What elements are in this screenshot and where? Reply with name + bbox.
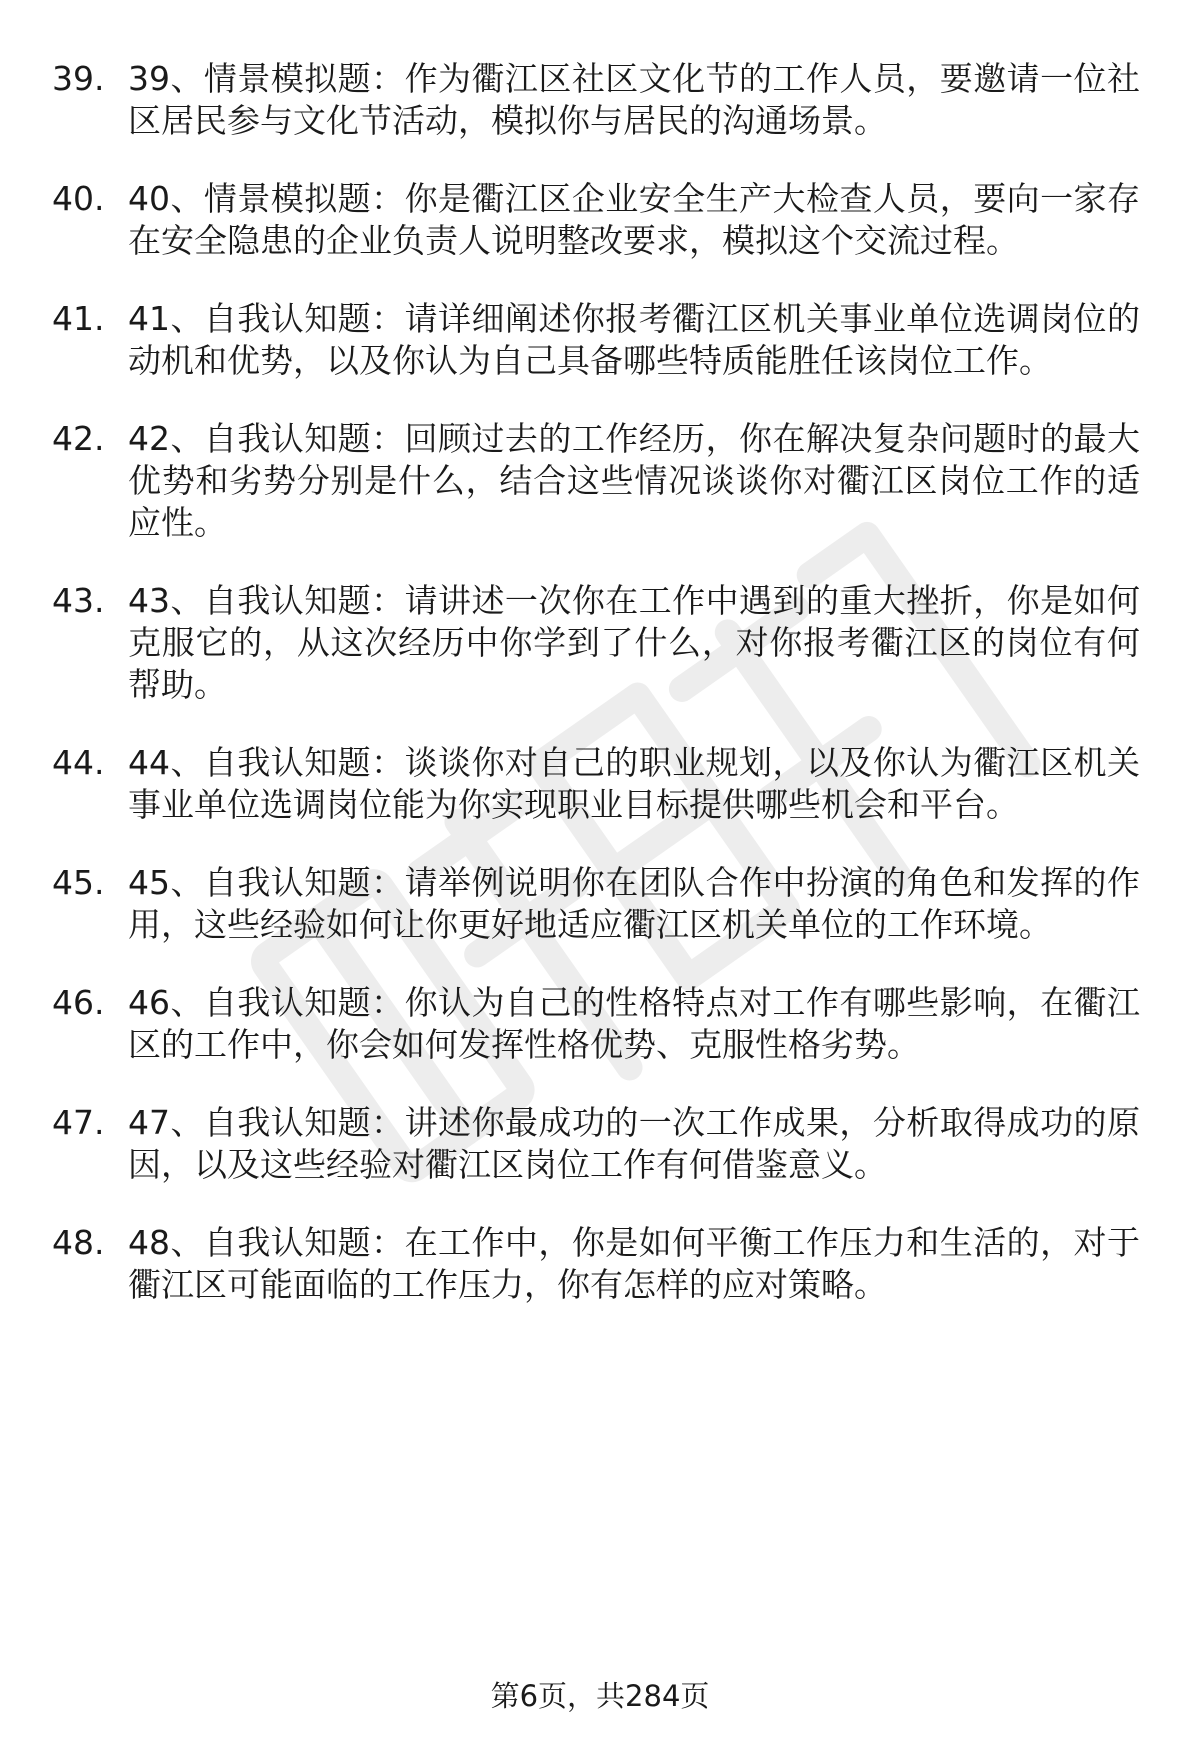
question-number: 39. xyxy=(52,59,105,98)
question-number: 45. xyxy=(52,863,105,902)
question-number: 46. xyxy=(52,983,105,1022)
list-item xyxy=(0,58,1200,142)
list-item xyxy=(0,1102,1200,1186)
question-text: 47、自我认知题：讲述你最成功的一次工作成果，分析取得成功的原因，以及这些经验对衢江区岗位工作有何借鉴意义。 xyxy=(128,1103,1140,1184)
list-item xyxy=(0,1222,1200,1306)
list-item xyxy=(0,178,1200,262)
page-footer: 第6页，共284页 xyxy=(490,1679,710,1713)
question-text: 45、自我认知题：请举例说明你在团队合作中扮演的角色和发挥的作用，这些经验如何让你更好地适应衢江区机关单位的工作环境。 xyxy=(128,863,1140,944)
list-item xyxy=(0,982,1200,1066)
question-number: 41. xyxy=(52,299,105,338)
question-text: 39、情景模拟题：作为衢江区社区文化节的工作人员，要邀请一位社区居民参与文化节活动，模拟你与居民的沟通场景。 xyxy=(128,59,1140,140)
question-text: 44、自我认知题：谈谈你对自己的职业规划，以及你认为衢江区机关事业单位选调岗位能为你实现职业目标提供哪些机会和平台。 xyxy=(128,743,1140,824)
question-text: 41、自我认知题：请详细阐述你报考衢江区机关事业单位选调岗位的动机和优势，以及你认为自己具备哪些特质能胜任该岗位工作。 xyxy=(128,299,1140,380)
question-number: 43. xyxy=(52,581,105,620)
question-text: 48、自我认知题：在工作中，你是如何平衡工作压力和生活的，对于衢江区可能面临的工作压力，你有怎样的应对策略。 xyxy=(128,1223,1140,1304)
question-number: 44. xyxy=(52,743,105,782)
question-number: 47. xyxy=(52,1103,105,1142)
question-text: 42、自我认知题：回顾过去的工作经历，你在解决复杂问题时的最大优势和劣势分别是什么，结合这些情况谈谈你对衢江区岗位工作的适应性。 xyxy=(128,419,1140,542)
question-text: 43、自我认知题：请讲述一次你在工作中遇到的重大挫折，你是如何克服它的，从这次经历中你学到了什么，对你报考衢江区的岗位有何帮助。 xyxy=(128,581,1140,704)
question-number: 40. xyxy=(52,179,105,218)
question-list xyxy=(0,58,1200,1342)
question-number: 48. xyxy=(52,1223,105,1262)
question-text: 40、情景模拟题：你是衢江区企业安全生产大检查人员，要向一家存在安全隐患的企业负责人说明整改要求，模拟这个交流过程。 xyxy=(128,179,1140,260)
list-item xyxy=(0,418,1200,544)
list-item xyxy=(0,742,1200,826)
question-number: 42. xyxy=(52,419,105,458)
list-item xyxy=(0,580,1200,706)
list-item xyxy=(0,298,1200,382)
list-item xyxy=(0,862,1200,946)
question-text: 46、自我认知题：你认为自己的性格特点对工作有哪些影响，在衢江区的工作中，你会如何发挥性格优势、克服性格劣势。 xyxy=(128,983,1140,1064)
